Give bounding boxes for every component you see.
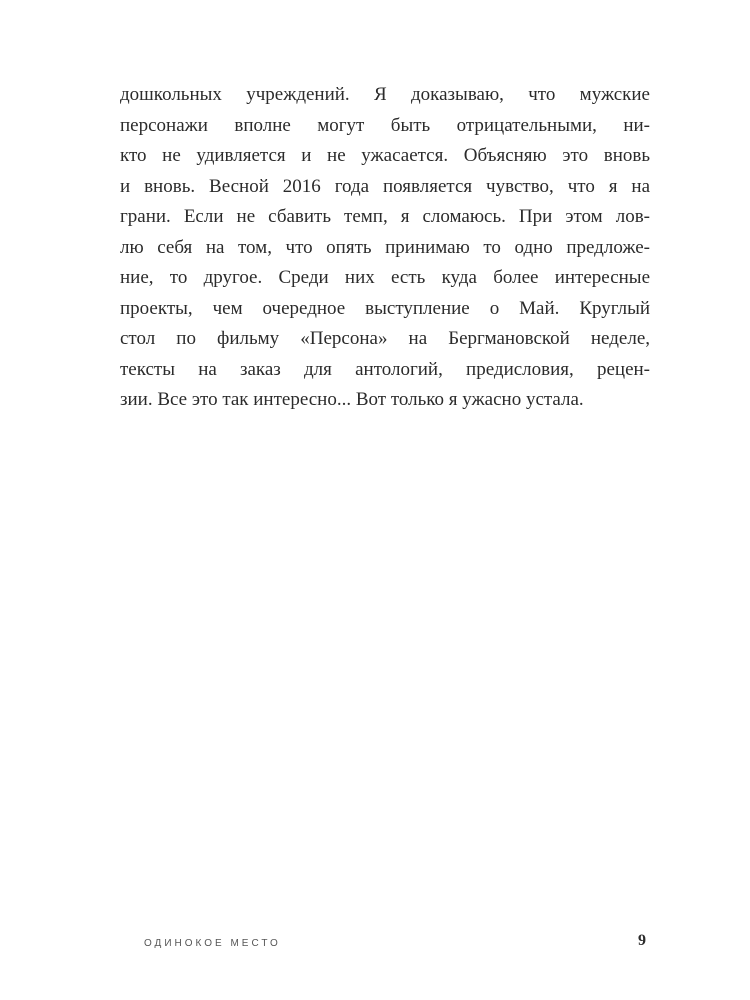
text-line: стол по фильму «Персона» на Бергмановской неделе,: [120, 328, 650, 349]
text-line: проекты, чем очередное выступление о Май. Круглый: [120, 297, 650, 319]
running-title: ОДИНОКОЕ МЕСТО: [144, 938, 281, 949]
text-line: и вновь. Весной 2016 года появляется чувство, что я на: [120, 175, 650, 197]
text-line: тексты на заказ для антологий, предисловия, рецен-: [120, 358, 650, 380]
text-line: кто не удивляется и не ужасается. Объясняю это вновь: [120, 145, 650, 166]
text-line: лю себя на том, что опять принимаю то одно предложе-: [120, 236, 650, 258]
text-line: грани. Если не сбавить темп, я сломаюсь. При этом лов-: [120, 206, 650, 227]
text-line: зии. Все это так интересно... Вот только я ужасно устала.: [120, 389, 584, 410]
page-number: 9: [638, 932, 646, 949]
text-line: персонажи вполне могут быть отрицательными, ни-: [120, 114, 650, 136]
body-text: [120, 80, 650, 416]
text-line: ние, то другое. Среди них есть куда более интересные: [120, 267, 650, 288]
text-line: дошкольных учреждений. Я доказываю, что мужские: [120, 84, 650, 105]
